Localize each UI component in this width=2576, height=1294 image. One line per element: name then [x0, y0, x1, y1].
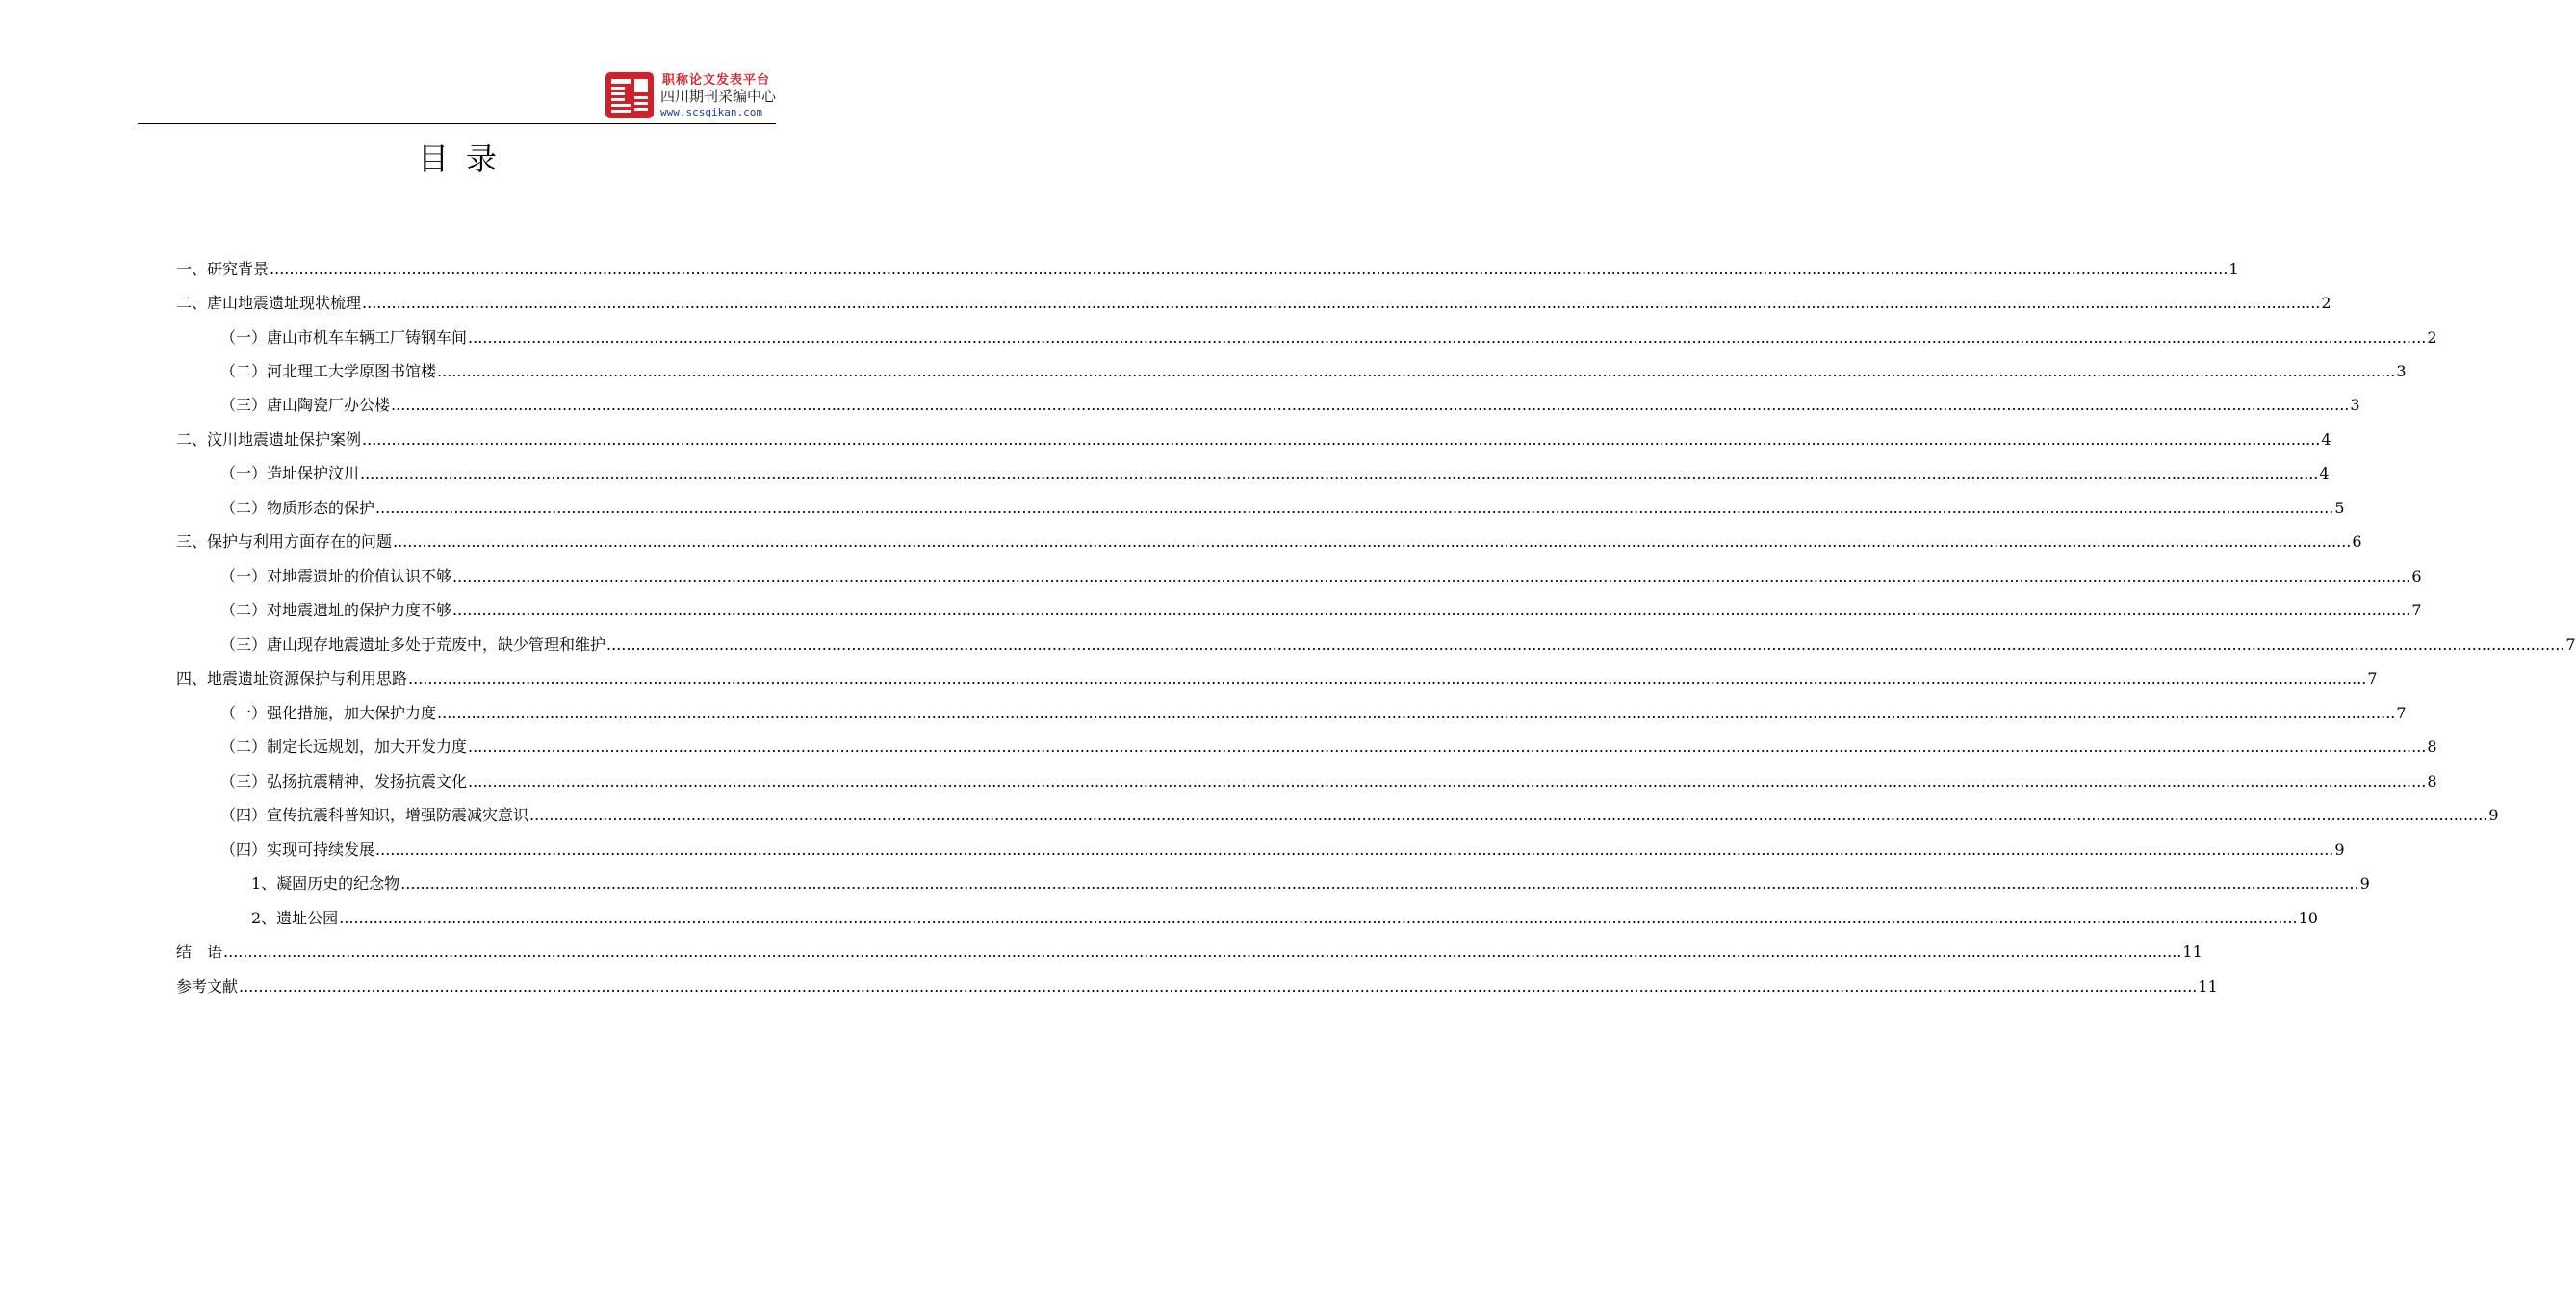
toc-entry-label: （二）物质形态的保护	[220, 499, 375, 517]
toc-entry-page: 5	[2334, 499, 2345, 517]
toc-leader: ................................................................................................................................................................................................................................................................................................................................................................................................................	[408, 669, 2367, 687]
toc-entry-page: 4	[2321, 430, 2331, 449]
toc-entry[interactable]	[176, 973, 2218, 996]
toc-leader: ................................................................................................................................................................................................................................................................................................................................................................................................................	[468, 772, 2427, 790]
toc-entry-label: （一）造址保护汶川	[220, 464, 360, 482]
toc-entry[interactable]	[176, 256, 2239, 279]
toc-entry-label: （四）实现可持续发展	[220, 841, 375, 859]
toc-entry[interactable]	[176, 427, 2331, 450]
toc-entry-label: （三）唐山陶瓷厂办公楼	[220, 396, 391, 414]
toc-leader: ................................................................................................................................................................................................................................................................................................................................................................................................................	[437, 362, 2396, 380]
toc-entry-page: 3	[2396, 362, 2407, 380]
toc-entry-label: 二、汶川地震遗址保护案例	[176, 430, 362, 449]
toc-leader: ................................................................................................................................................................................................................................................................................................................................................................................................................	[391, 396, 2350, 414]
toc-entry-label: （一）强化措施，加大保护力度	[220, 704, 437, 722]
toc-leader: ................................................................................................................................................................................................................................................................................................................................................................................................................	[529, 806, 2488, 824]
toc-entry[interactable]	[220, 392, 2360, 415]
toc-leader: ................................................................................................................................................................................................................................................................................................................................................................................................................	[360, 464, 2319, 482]
toc-entry-page: 7	[2411, 601, 2422, 619]
toc-leader: ................................................................................................................................................................................................................................................................................................................................................................................................................	[452, 601, 2411, 619]
toc-leader: ................................................................................................................................................................................................................................................................................................................................................................................................................	[339, 909, 2298, 927]
toc-entry-label: 三、保护与利用方面存在的问题	[176, 532, 393, 551]
toc-entry-label: （四）宣传抗震科普知识，增强防震减灾意识	[220, 806, 529, 824]
toc-entry-page: 10	[2298, 909, 2318, 927]
toc-entry-label: 2、遗址公园	[251, 909, 339, 927]
toc-entry-page: 1	[2228, 260, 2239, 278]
toc-entry-label: （三）弘扬抗震精神，发扬抗震文化	[220, 772, 468, 790]
toc-entry-page: 11	[2198, 977, 2218, 996]
toc-entry-page: 2	[2321, 294, 2331, 312]
toc-leader: ................................................................................................................................................................................................................................................................................................................................................................................................................	[375, 841, 2334, 859]
toc-leader: ................................................................................................................................................................................................................................................................................................................................................................................................................	[468, 328, 2427, 347]
toc-leader: ................................................................................................................................................................................................................................................................................................................................................................................................................	[362, 294, 2321, 312]
logo-url[interactable]: www.scsqikan.com	[660, 106, 762, 118]
toc-entry[interactable]	[220, 597, 2422, 620]
toc-leader: ................................................................................................................................................................................................................................................................................................................................................................................................................	[362, 430, 2321, 449]
toc-leader: ................................................................................................................................................................................................................................................................................................................................................................................................................	[375, 499, 2334, 517]
logo-name: 四川期刊采编中心	[660, 88, 777, 105]
toc-leader: ................................................................................................................................................................................................................................................................................................................................................................................................................	[223, 943, 2182, 961]
toc-entry-page: 11	[2182, 943, 2202, 961]
toc-entry-label: 参考文献	[176, 977, 239, 996]
toc-entry-page: 2	[2427, 328, 2437, 347]
toc-entry[interactable]	[220, 837, 2345, 860]
toc-entry[interactable]	[176, 939, 2202, 962]
toc-leader: ................................................................................................................................................................................................................................................................................................................................................................................................................	[400, 874, 2359, 893]
toc-entry[interactable]	[220, 563, 2422, 586]
toc-entry-label: 结 语	[176, 943, 223, 961]
toc-entry-label: 1、凝固历史的纪念物	[251, 874, 400, 893]
toc-leader: ................................................................................................................................................................................................................................................................................................................................................................................................................	[452, 567, 2411, 585]
toc-entry[interactable]	[176, 529, 2362, 552]
toc-entry-label: 二、唐山地震遗址现状梳理	[176, 294, 362, 312]
toc-leader: ................................................................................................................................................................................................................................................................................................................................................................................................................	[606, 635, 2565, 654]
header-logo	[605, 69, 787, 121]
header-rule	[138, 123, 776, 124]
toc-entry[interactable]	[220, 802, 2499, 825]
toc-entry-page: 9	[2334, 841, 2345, 859]
toc-entry[interactable]	[220, 358, 2407, 381]
toc-entry[interactable]	[220, 768, 2437, 791]
toc-entry-label: （二）河北理工大学原图书馆楼	[220, 362, 437, 380]
toc-leader: ................................................................................................................................................................................................................................................................................................................................................................................................................	[468, 738, 2427, 756]
toc-leader: ................................................................................................................................................................................................................................................................................................................................................................................................................	[393, 532, 2352, 551]
toc-entry[interactable]	[220, 460, 2330, 483]
toc-entry-page: 7	[2396, 704, 2407, 722]
toc-entry[interactable]	[220, 700, 2407, 723]
toc-entry-page: 4	[2319, 464, 2330, 482]
toc-entry[interactable]	[220, 495, 2345, 518]
newspaper-icon	[605, 71, 655, 119]
toc-entry-label: （二）制定长远规划，加大开发力度	[220, 738, 468, 756]
toc-leader: ................................................................................................................................................................................................................................................................................................................................................................................................................	[270, 260, 2228, 278]
toc-entry-label: （二）对地震遗址的保护力度不够	[220, 601, 452, 619]
toc-entry-page: 9	[2488, 806, 2499, 824]
toc-entry[interactable]	[220, 632, 2576, 655]
toc-leader: ................................................................................................................................................................................................................................................................................................................................................................................................................	[437, 704, 2396, 722]
toc-entry-label: 四、地震遗址资源保护与利用思路	[176, 669, 408, 687]
toc-entry[interactable]	[220, 324, 2437, 348]
toc-entry-page: 7	[2367, 669, 2378, 687]
page-title: 目录	[417, 141, 514, 177]
toc-entry-page: 7	[2565, 635, 2576, 654]
toc-entry-page: 8	[2427, 772, 2437, 790]
toc-entry[interactable]	[176, 290, 2331, 313]
logo-tagline: 职称论文发表平台	[662, 73, 771, 88]
toc-entry-label: （三）唐山现存地震遗址多处于荒废中，缺少管理和维护	[220, 635, 606, 654]
toc-entry-label: 一、研究背景	[176, 260, 270, 278]
toc-entry-label: （一）唐山市机车车辆工厂铸钢车间	[220, 328, 468, 347]
toc-entry-page: 6	[2411, 567, 2422, 585]
toc-entry[interactable]	[251, 905, 2318, 928]
toc-entry-page: 9	[2359, 874, 2370, 893]
toc-entry-page: 6	[2352, 532, 2362, 551]
toc-entry[interactable]	[251, 870, 2370, 893]
toc-leader: ................................................................................................................................................................................................................................................................................................................................................................................................................	[239, 977, 2198, 996]
toc-entry-label: （一）对地震遗址的价值认识不够	[220, 567, 452, 585]
toc-entry[interactable]	[220, 734, 2437, 757]
toc-entry[interactable]	[176, 665, 2378, 688]
toc-entry-page: 8	[2427, 738, 2437, 756]
toc-entry-page: 3	[2350, 396, 2360, 414]
